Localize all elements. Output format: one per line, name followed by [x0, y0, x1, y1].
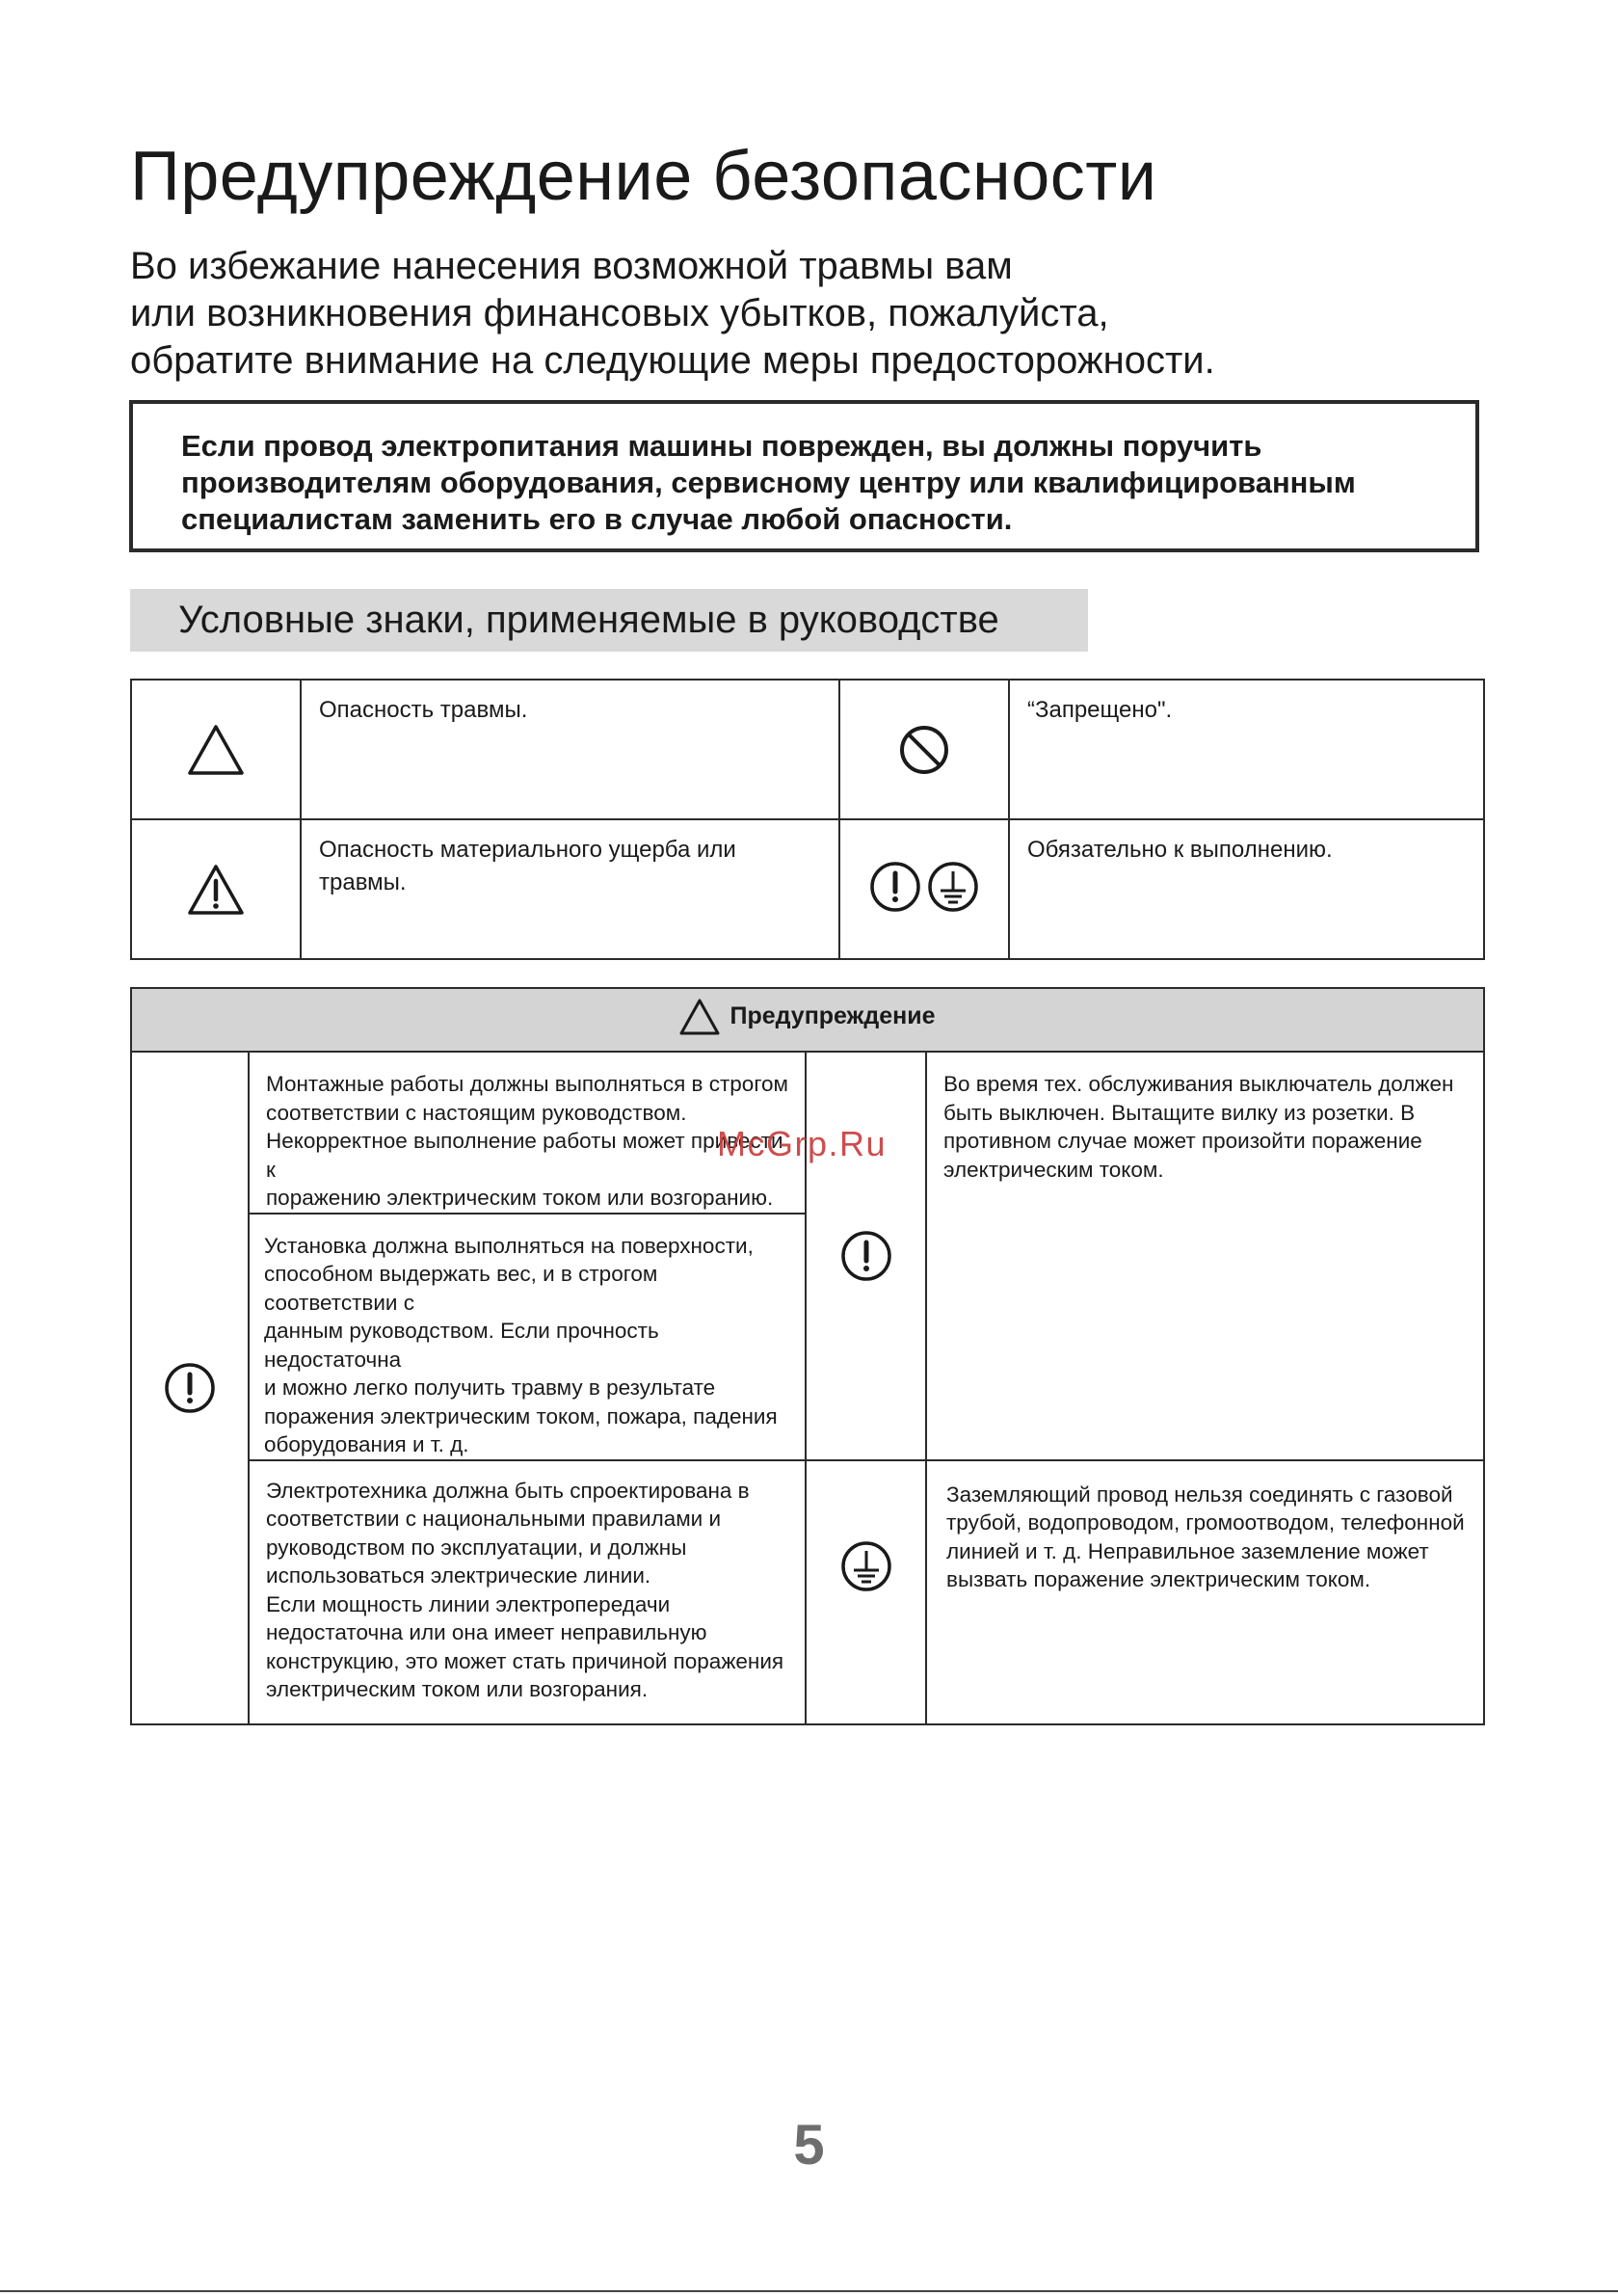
legend-mandatory: Обязательно к выполнению.: [1009, 819, 1484, 959]
text-line: поражения электрическим током, пожара, падения: [264, 1403, 778, 1428]
notice-line: Если провод электропитания машины поврежден, вы должны поручить: [181, 429, 1262, 463]
text-line: использоваться электрические линии.: [266, 1563, 651, 1588]
text-line: Установка должна выполняться на поверхности,: [264, 1233, 754, 1258]
warning-header: [131, 988, 1484, 1052]
text-line: Если мощность линии электропередачи: [266, 1591, 671, 1616]
legend-icon-cell: [131, 680, 301, 819]
warning-icon-cell: [806, 1052, 926, 1460]
text-line: конструкцию, это может стать причиной поражения: [266, 1648, 784, 1673]
text-line: способном выдержать вес, и в строгом соответствии с: [264, 1262, 658, 1315]
mandatory-exclamation-icon: [132, 1362, 248, 1414]
symbols-legend-table: [130, 679, 1485, 960]
legend-injury-danger: Опасность травмы.: [301, 680, 839, 819]
legend-prohibited: “Запрещено".: [1009, 680, 1484, 819]
text-line: быть выключен. Вытащите вилку из розетки. В: [943, 1100, 1416, 1125]
legend-line: Опасность материального ущерба или: [319, 837, 736, 863]
warning-icon-cell: [806, 1460, 926, 1724]
text-line: электрическим током или возгорания.: [266, 1677, 649, 1701]
notice-line: производителям оборудования, сервисному центру или квалифицированным: [181, 466, 1356, 499]
warning-triangle-icon: [132, 724, 300, 776]
text-line: оборудования и т. д.: [264, 1432, 469, 1456]
warning-surface: [249, 1214, 806, 1460]
watermark: McGrp.Ru: [717, 1124, 888, 1163]
ground-icon: [807, 1540, 925, 1592]
text-line: Монтажные работы должны выполняться в строгом: [266, 1072, 789, 1096]
warning-table: [130, 987, 1485, 1725]
text-line: поражению электрическим током или возгоранию.: [266, 1186, 774, 1210]
warning-maintenance: [926, 1052, 1484, 1460]
legend-icon-cell: [131, 819, 301, 959]
page-title: Предупреждение безопасности: [130, 138, 1157, 215]
text-line: трубой, водопроводом, громоотводом, телефонной: [946, 1510, 1465, 1535]
intro-line: обратите внимание на следующие меры предосторожности.: [130, 339, 1215, 382]
intro-line: Во избежание нанесения возможной травмы вам: [130, 245, 1013, 287]
text-line: Некорректное выполнение работы может привести к: [266, 1129, 783, 1182]
warning-icon-cell: [131, 1052, 249, 1724]
warning-header-label: Предупреждение: [729, 1002, 936, 1029]
prohibited-icon: [840, 724, 1008, 776]
legend-material-damage: [301, 819, 839, 959]
text-line: Заземляющий провод нельзя соединять с газовой: [946, 1482, 1453, 1507]
power-cord-notice: [129, 400, 1479, 552]
bottom-divider: [0, 2290, 1618, 2292]
mandatory-exclamation-icon: [807, 1230, 925, 1282]
text-line: Электротехника должна быть спроектирована в: [266, 1478, 750, 1503]
section-heading: Условные знаки, применяемые в руководстве: [130, 589, 1088, 652]
text-line: противном случае может произойти поражение: [943, 1129, 1422, 1153]
page-number: 5: [793, 2114, 825, 2176]
intro-paragraph: [130, 243, 1499, 385]
text-line: электрическим током.: [943, 1157, 1164, 1182]
text-line: соответствии с настоящим руководством.: [266, 1100, 687, 1125]
ground-icon: [927, 861, 979, 913]
intro-line: или возникновения финансовых убытков, пожалуйста,: [130, 292, 1109, 334]
text-line: данным руководством. Если прочность недостаточна: [264, 1319, 659, 1372]
warning-electrical: [249, 1460, 806, 1724]
legend-icon-cell: [839, 680, 1009, 819]
text-line: и можно легко получить травму в результате: [264, 1375, 716, 1400]
legend-line: травмы.: [319, 869, 407, 895]
text-line: Во время тех. обслуживания выключатель должен: [943, 1072, 1454, 1096]
mandatory-exclamation-icon: [869, 861, 921, 913]
text-line: линией и т. д. Неправильное заземление может: [946, 1538, 1429, 1563]
warning-triangle-exclamation-icon: [132, 864, 300, 916]
notice-line: специалистам заменить его в случае любой опасности.: [181, 502, 1013, 536]
warning-grounding: [926, 1460, 1484, 1724]
text-line: вызвать поражение электрическим током.: [946, 1567, 1371, 1591]
warning-triangle-icon: [679, 999, 720, 1035]
text-line: соответствии с национальными правилами и: [266, 1507, 722, 1531]
text-line: недостаточна или она имеет неправильную: [266, 1620, 707, 1644]
legend-icon-cell: [839, 819, 1009, 959]
text-line: руководством по эксплуатации, и должны: [266, 1535, 687, 1560]
